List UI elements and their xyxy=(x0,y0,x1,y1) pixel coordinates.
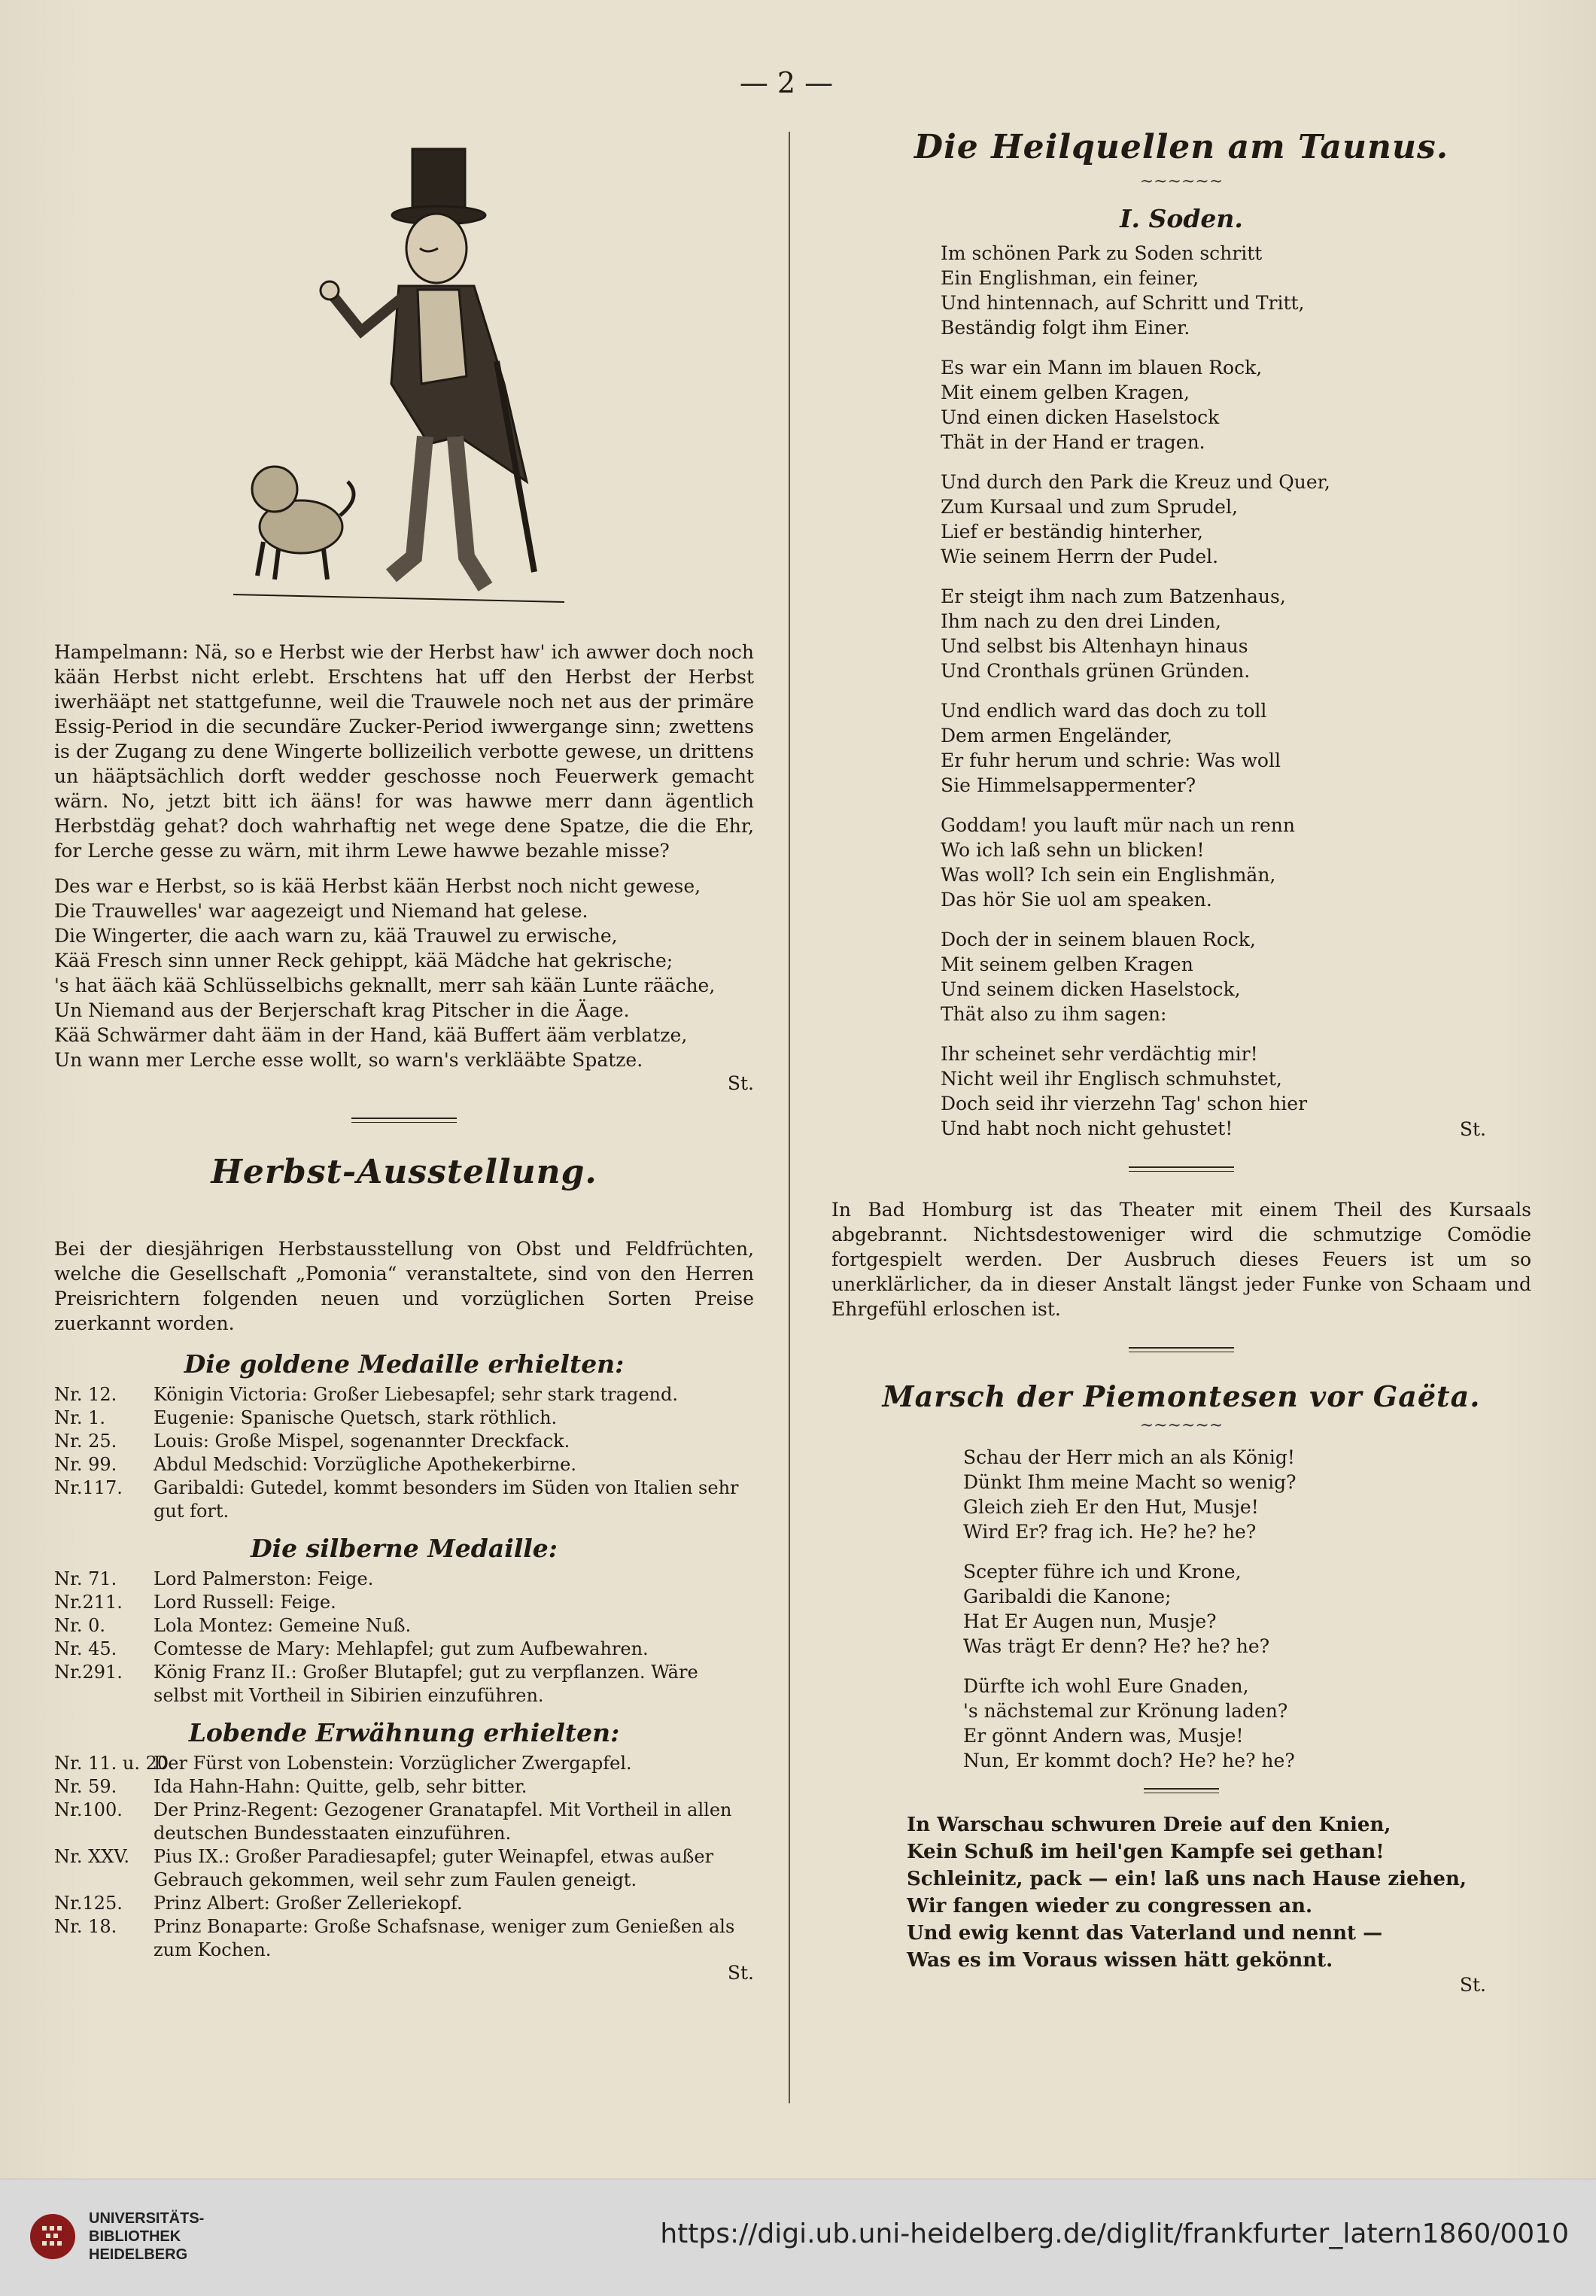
stanza: Dürfte ich wohl Eure Gnaden, 's nächstemal zur Krönung laden? Er gönnt Andern was, Musje! Nun, Er kommt doch? He? he? he? xyxy=(963,1675,1295,1771)
list-item: Nr. 12. Königin Victoria: Großer Liebesapfel; sehr stark tragend. xyxy=(54,1384,678,1405)
warschau-poem: In Warschau schwuren Dreie auf den Knien, Kein Schuß im heil'gen Kampfe sei gethan! Schleinitz, pack — ein! laß uns nach Hause ziehen, Wir fangen wieder zu congressen an. Und ewig kennt das Vaterland und nennt — Was es im Voraus wissen hätt gekönnt. xyxy=(907,1814,1467,1972)
section-divider xyxy=(1144,1788,1219,1793)
list-item: Nr. 45. Comtesse de Mary: Mehlapfel; gut zum Aufbewahren. xyxy=(54,1638,649,1659)
column-rule xyxy=(789,132,790,2103)
list-item: Nr.211. Lord Russell: Feige. xyxy=(54,1592,336,1613)
title-ornament: ~~~~~~ xyxy=(1139,172,1224,191)
poem-line: Kää Schwärmer daht ääm in der Hand, kää Buffert ääm verblatze, xyxy=(54,1024,688,1046)
stanza: Ihr scheinet sehr verdächtig mir! Nicht weil ihr Englisch schmuhstet, Doch seid ihr vierzehn Tag' schon hier Und habt noch nicht gehustet! xyxy=(941,1043,1308,1139)
poem-line: 's hat ääch kää Schlüsselbichs geknallt, merr sah kään Lunte rääche, xyxy=(54,975,716,996)
page-number: — 2 — xyxy=(739,66,834,99)
praise-title: Lobende Erwähnung erhielten: xyxy=(188,1718,620,1747)
silver-list xyxy=(54,1568,754,1708)
stanza: Schau der Herr mich an als König! Dünkt Ihm meine Macht so wenig? Gleich zieh Er den Hut, Musje! Wird Er? frag ich. He? he? he? xyxy=(963,1446,1297,1543)
silver-title: Die silberne Medaille: xyxy=(251,1534,558,1563)
stanza: Scepter führe ich und Krone, Garibaldi die Kanone; Hat Er Augen nun, Musje? Was trägt Er denn? He? he? he? xyxy=(963,1561,1270,1657)
marsch-poem xyxy=(831,1445,1531,1773)
hampelmann-caption: Hampelmann: Nä, so e Herbst wie der Herbst haw' ich awwer doch noch kään Herbst nicht erlebt. Erschtens hat uff den Herbst der Herbst iwerhääpt net stattgefunne, weil die Trauwele noch net aus der primäre Essig-Period in die secundäre Zucker-Period iwwergange sinn; zwettens is der Zugang zu dene Wingerte bollizeilich verbotte gewese, un drittens un hääptsächlich dorft wedder geschosse noch Feuerwerk gemacht wärn. No, jetzt bitt ich ääns! for was hawwe merr dann ägentlich Herbstdäg gehat? doch wahrhaftig net wege dene Spatze, die die Ehr, for Lerche gesse zu wärn, mit ihrm Lewe hawwe bezahle misse? xyxy=(54,641,754,862)
list-item: Nr. 1. Eugenie: Spanische Quetsch, stark röthlich. xyxy=(54,1407,558,1428)
section-divider xyxy=(1129,1347,1234,1352)
heilquellen-title: Die Heilquellen am Taunus. xyxy=(914,128,1449,166)
signature: St. xyxy=(1459,1974,1486,1996)
marsch-title: Marsch der Piemontesen vor Gaëta. xyxy=(882,1379,1481,1413)
source-url[interactable]: https://digi.ub.uni-heidelberg.de/diglit/frankfurter_latern1860/0010 xyxy=(660,2218,1569,2249)
list-item: Nr. 18. Prinz Bonaparte: Große Schafsnase, weniger zum Genießen als zum Kochen. xyxy=(54,1916,735,1960)
poem-line: Un Niemand aus der Berjerschaft krag Pitscher in die Äage. xyxy=(54,999,630,1021)
stanza: Und endlich ward das doch zu toll Dem armen Engeländer, Er fuhr herum und schrie: Was woll Sie Himmelsappermenter? xyxy=(941,700,1281,796)
poem-line: Des war e Herbst, so is kää Herbst kään Herbst noch nicht gewese, xyxy=(54,875,701,897)
list-item: Nr.125. Prinz Albert: Großer Zelleriekopf. xyxy=(54,1893,463,1914)
herbst-poem xyxy=(54,874,754,1072)
library-name: UNIVERSITÄTS- BIBLIOTHEK HEIDELBERG xyxy=(89,2210,205,2263)
stanza: Doch der in seinem blauen Rock, Mit seinem gelben Kragen Und seinem dicken Haselstock, Thät also zu ihm sagen: xyxy=(941,929,1256,1025)
section-divider xyxy=(1129,1166,1234,1172)
poem-line: Die Trauwelles' war aagezeigt und Niemand hat gelese. xyxy=(54,900,588,922)
stanza: Im schönen Park zu Soden schritt Ein Englishman, ein feiner, Und hintennach, auf Schritt und Tritt, Beständig folgt ihm Einer. xyxy=(941,242,1305,339)
list-item: Nr. 59. Ida Hahn-Hahn: Quitte, gelb, sehr bitter. xyxy=(54,1776,527,1797)
praise-list xyxy=(54,1752,754,1962)
soden-poem xyxy=(831,241,1531,1141)
herbst-intro: Bei der diesjährigen Herbstausstellung von Obst und Feldfrüchten, welche die Gesellschaft „Pomonia“ veranstaltete, sind von den Herren Preisrichtern folgenden neuen und vorzüglichen Sorten Preise zuerkannt worden. xyxy=(54,1238,754,1334)
left-column xyxy=(54,640,754,1984)
footer-bar xyxy=(0,2179,1596,2296)
stanza: Und durch den Park die Kreuz und Quer, Zum Kursaal und zum Sprudel, Lief er beständig hinterher, Wie seinem Herrn der Pudel. xyxy=(941,471,1330,567)
poem-line: Un wann mer Lerche esse wollt, so warn's verklääbte Spatze. xyxy=(54,1049,643,1071)
poem-line: Die Wingerter, die aach warn zu, kää Trauwel zu erwische, xyxy=(54,925,618,947)
list-item: Nr. 0. Lola Montez: Gemeine Nuß. xyxy=(54,1615,412,1636)
right-column xyxy=(831,128,1531,1996)
gold-title: Die goldene Medaille erhielten: xyxy=(184,1349,625,1379)
list-item: Nr. XXV. Pius IX.: Großer Paradiesapfel; guter Weinapfel, etwas außer Gebrauch gekommen, weil sehr zum Faulen geneigt. xyxy=(54,1846,714,1890)
list-item: Nr.291. König Franz II.: Großer Blutapfel; gut zu verpflanzen. Wäre selbst mit Vortheil in Sibirien einzuführen. xyxy=(54,1662,698,1706)
soden-subtitle: I. Soden. xyxy=(1120,204,1243,233)
list-item: Nr.117. Garibaldi: Gutedel, kommt besonders im Süden von Italien sehr gut fort. xyxy=(54,1477,739,1522)
signature: St. xyxy=(727,1072,754,1094)
title-ornament: ~~~~~~ xyxy=(1139,1416,1224,1435)
list-item: Nr. 11. u. 20. Der Fürst von Lobenstein: Vorzüglicher Zwergapfel. xyxy=(54,1753,632,1774)
signature: St. xyxy=(727,1962,754,1984)
hampelmann-illustration xyxy=(211,135,579,617)
list-item: Nr. 25. Louis: Große Mispel, sogenannter Dreckfack. xyxy=(54,1431,570,1452)
list-item: Nr. 71. Lord Palmerston: Feige. xyxy=(54,1568,374,1589)
poem-line: Kää Fresch sinn unner Reck gehippt, kää Mädche hat gekrische; xyxy=(54,950,673,972)
homburg-notice: In Bad Homburg ist das Theater mit einem Theil des Kursaals abgebrannt. Nichtsdestoweniger wird die schmutzige Comödie fortgespielt werden. Der Ausbruch dieses Feuers ist um so unerklärlicher, da in dieser Anstalt längst jeder Funke von Schaam und Ehrgefühl erloschen ist. xyxy=(831,1199,1531,1320)
stanza: Er steigt ihm nach zum Batzenhaus, Ihm nach zu den drei Linden, Und selbst bis Altenhayn hinaus Und Cronthals grünen Gründen. xyxy=(941,585,1286,682)
stanza: Es war ein Mann im blauen Rock, Mit einem gelben Kragen, Und einen dicken Haselstock Thät in der Hand er tragen. xyxy=(941,357,1263,453)
university-seal-icon xyxy=(29,2212,77,2261)
herbst-title: Herbst-Ausstellung. xyxy=(211,1153,597,1191)
list-item: Nr.100. Der Prinz-Regent: Gezogener Granatapfel. Mit Vortheil in allen deutschen Bundesstaaten einzuführen. xyxy=(54,1799,732,1844)
signature: St. xyxy=(1459,1118,1486,1140)
stanza: Goddam! you lauft mür nach un renn Wo ich laß sehn un blicken! Was woll? Ich sein ein Englishmän, Das hör Sie uol am speaken. xyxy=(941,814,1295,911)
list-item: Nr. 99. Abdul Medschid: Vorzügliche Apothekerbirne. xyxy=(54,1454,576,1475)
section-divider xyxy=(351,1118,457,1123)
gold-list xyxy=(54,1383,754,1523)
